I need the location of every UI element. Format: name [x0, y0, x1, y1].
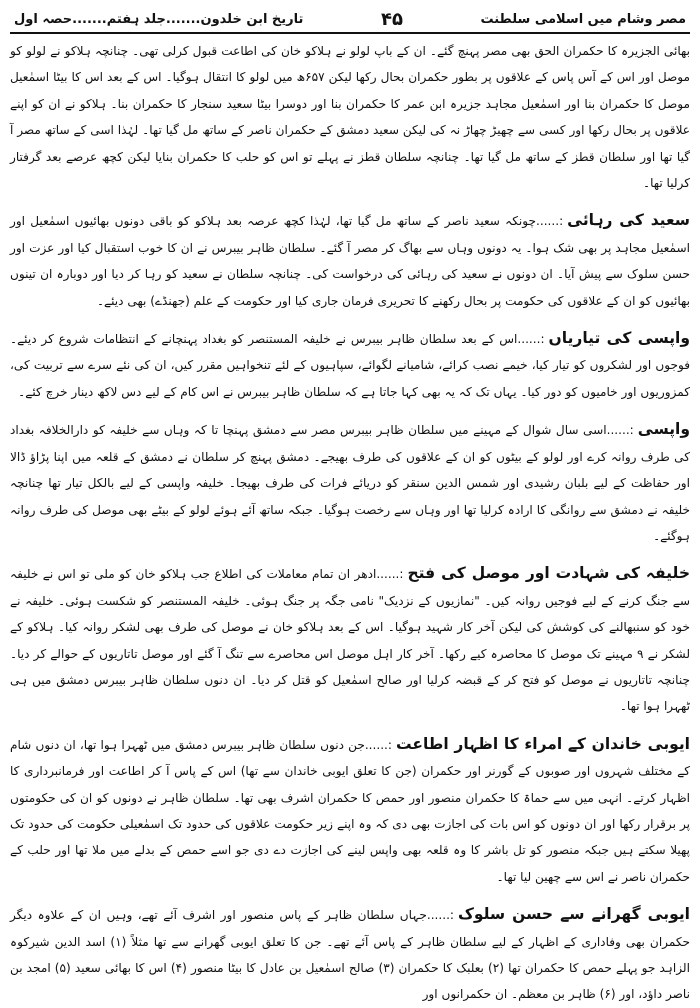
section-heading: ایوبی خاندان کے امراء کا اظہار اطاعت [395, 734, 690, 753]
section-heading: سعید کی رہائی [567, 211, 690, 230]
paragraph-caliph-martyrdom [10, 560, 690, 719]
paragraph-text: :......چونکہ سعید ناصر کے ساتھ مل گیا تھا، لہٰذا کچھ عرصہ بعد ہلاکو کو باقی دونوں بھائیوں اسمٰعیل اور اسمٰعیل مجاہد پر بھی شک ہوا۔ یہ دونوں وہاں سے بھاگ کر مصر آ گئے۔ سلطان ظاہر بیبرس نے ان کا خوب استقبال کیا اور عزت اور حسن سلوک سے پیش آیا۔ ان دونوں نے سعید کی رہائی کی درخواست کی۔ چنانچہ سلطان نے سعید کو رہا کر دیا اور دوبارہ ان تینوں بھائیوں کو ان کے علاقوں کی حکومت پر بحال رکھنے کا تحریری فرمان جاری کیا اور حکومت کے علم (جھنڈے) بھی دیئے۔ [10, 214, 690, 308]
paragraph-text: :......اسی سال شوال کے مہینے میں سلطان ظاہر بیبرس مصر سے دمشق پہنچا تا کہ وہاں سے خلیفہ کو دارالخلافہ بغداد کی طرف روانہ کرے اور لولو کے بیٹوں کو ان کے علاقوں کی طرف بھیجے۔ دمشق پہنچ کر سلطان نے دمشق کے قلعہ میں اپنا پڑاؤ ڈالا اور حفاظت کے لیے بلبان رشیدی اور شمس الدین سنقر کو دریائے فرات کی طرف بھیجا۔ خلیفہ واپسی کے لیے بالکل تیار تھا چنانچہ خلیفہ نے دمشق سے روانگی کا ارادہ کرلیا تھا اور وہاں سے رخصت ہوگیا۔ جبکہ ساتھ آئے ہوئے لولو کے بیٹے بھی موصل کی طرف روانہ ہوگئے۔ [10, 423, 690, 543]
paragraph-ayyubid-treatment [10, 901, 690, 1008]
paragraph-text: بھائی الجزیرہ کا حکمران الحق بھی مصر پہنچ گئے۔ ان کے باپ لولو نے ہلاکو خان کی اطاعت قبول کرلی تھی۔ چنانچہ ہلاکو نے لولو کو موصل اور اس کے آس پاس کے علاقوں پر بطور حکمران بحال رکھا لیکن ۶۵۷ھ میں لولو کا انتقال ہوگیا۔ اس کے بعد اس کا بیٹا اسمٰعیل موصل کا حکمران بنا اور اسمٰعیل مجاہد جزیرہ ابن عمر کا حکمران بنا اور دوسرا بیٹا سعید سنجار کا حکمران بنا۔ ہلاکو نے ان کو اپنے علاقوں پر بحال رکھا اور کسی سے چھیڑ چھاڑ نہ کی لیکن سعید دمشق کے حکمران ناصر کے ساتھ مل گیا تھا۔ لہٰذا اسی کے ساتھ مصر آ گیا تھا اور سلطان قطز کے ساتھ مل گیا تھا۔ چنانچہ سلطان قطز نے پہلے تو اس کو حلب کا حکمران بنایا لیکن کچھ عرصے بعد گرفتار کرلیا تھا۔ [10, 44, 691, 191]
paragraph-text: :......ادھر ان تمام معاملات کی اطلاع جب ہلاکو خان کو ملی تو اس نے خلیفہ سے جنگ کرنے کے لیے فوجیں روانہ کیں۔ "نمازیوں کے نزدیک" نامی جگہ پر جنگ ہوئی۔ خلیفہ المستنصر کو شکست ہوئی۔ خلیفہ نے خود کو سنبھالنے کی کوشش کی لیکن آخر کار شہید ہوگیا۔ اس کے بعد ہلاکو خان نے موصل کی طرف بھی لشکر روانہ کیا۔ ہلاکو کے لشکر نے ۹ مہینے تک موصل کا محاصرہ کیے رکھا۔ آخر کار اہل موصل اس محاصرے سے تنگ آ گئے اور موصل تاتاریوں کے حوالے کر دیا۔ چنانچہ تاتاریوں نے موصل کو فتح کر کے قبضہ کرلیا اور صالح اسمٰعیل کو قتل کر دیا۔ ان دنوں سلطان ظاہر بیبرس دمشق میں ہی ٹھہرا ہوا تھا۔ [10, 567, 691, 714]
paragraph-text: :......جہاں سلطان ظاہر کے پاس منصور اور اشرف آئے تھے، وہیں ان کے علاوہ دیگر حکمران بھی وفاداری کے اظہار کے لیے سلطان ظاہر کے پاس آئے تھے۔ جن کا تعلق ایوبی گھرانے سے تھا مثلاً (۱) اسد الدین شیرکوہ الزاہد جو پہلے حمص کا حکمران تھا (۲) بعلبک کا حکمران (۳) صالح اسمٰعیل بن عادل کا بیٹا منصور (۴) اس کا بھائی سعید (۵) امجد بن ناصر داؤد، اور (۶) ظاہر بن معظم۔ ان حکمرانوں اور [10, 908, 690, 1002]
section-heading: واپسی کی تیاریاں [548, 329, 690, 348]
header-book-title: تاریخ ابن خلدون.......جلد ہفتم.......حصہ اول [14, 11, 304, 27]
paragraph-text: :......اس کے بعد سلطان ظاہر بیبرس نے خلیفہ المستنصر کو بغداد پہنچانے کے انتظامات شروع کر دیئے۔ فوجوں اور لشکروں کو تیار کیا، خیمے نصب کرائے، شامیانے لگوائے، سپاہیوں کے لئے تنخواہیں مقرر کیں، ان کی نئے سرے سے تربیت کی، کمزوریوں اور خامیوں کو دور کیا۔ یہاں تک کہ یہ بھی کہا جاتا ہے کہ سلطان ظاہر بیبرس نے اس کام کے لیے دس لاکھ دینار خرچ کئے۔ [10, 332, 690, 399]
section-heading: خلیفہ کی شہادت اور موصل کی فتح [407, 564, 690, 583]
section-heading: واپسی [637, 420, 690, 439]
paragraph-text: :......جن دنوں سلطان ظاہر بیبرس دمشق میں ٹھہرا ہوا تھا، ان دنوں شام کے مختلف شہروں اور صوبوں کے گورنر اور حکمران (جن کا تعلق ایوبی خاندان سے تھا) اس کے پاس آ کر اطاعت اور فرمانبرداری کا اظہار کرتے۔ انہی میں سے حماۃ کا حکمران منصور اور حمص کا حکمران اشرف بھی تھا۔ سلطان ظاہر نے دونوں کو ان کی حکومتوں پر برقرار رکھا اور ان دونوں کو اس بات کی اجازت بھی دی کہ وہ اپنے زیر حکومت علاقوں کی حدود تک اسمٰعیلی حکومت کی حدود تک پھیلا سکتے ہیں جبکہ منصور کو تل باشر کا وہ قلعہ بھی واپس لینے کی اجازت دے دی جو اسے حمص کے بدلے میں ملا تھا اور حلب کے حکمران ناصر نے اس سے چھین لیا تھا۔ [10, 737, 690, 884]
paragraph-intro [10, 38, 690, 196]
section-heading: ایوبی گھرانے سے حسن سلوک [457, 905, 690, 924]
paragraph-ayyubid-allegiance [10, 731, 690, 890]
paragraph-return [10, 416, 690, 549]
header-section-title: مصر وشام میں اسلامی سلطنت [480, 11, 686, 27]
page-body [10, 34, 690, 1008]
page-number: ۴۵ [380, 8, 403, 30]
paragraph-return-preparations [10, 325, 690, 405]
page-header [10, 6, 690, 34]
paragraph-saeed-release [10, 207, 690, 314]
